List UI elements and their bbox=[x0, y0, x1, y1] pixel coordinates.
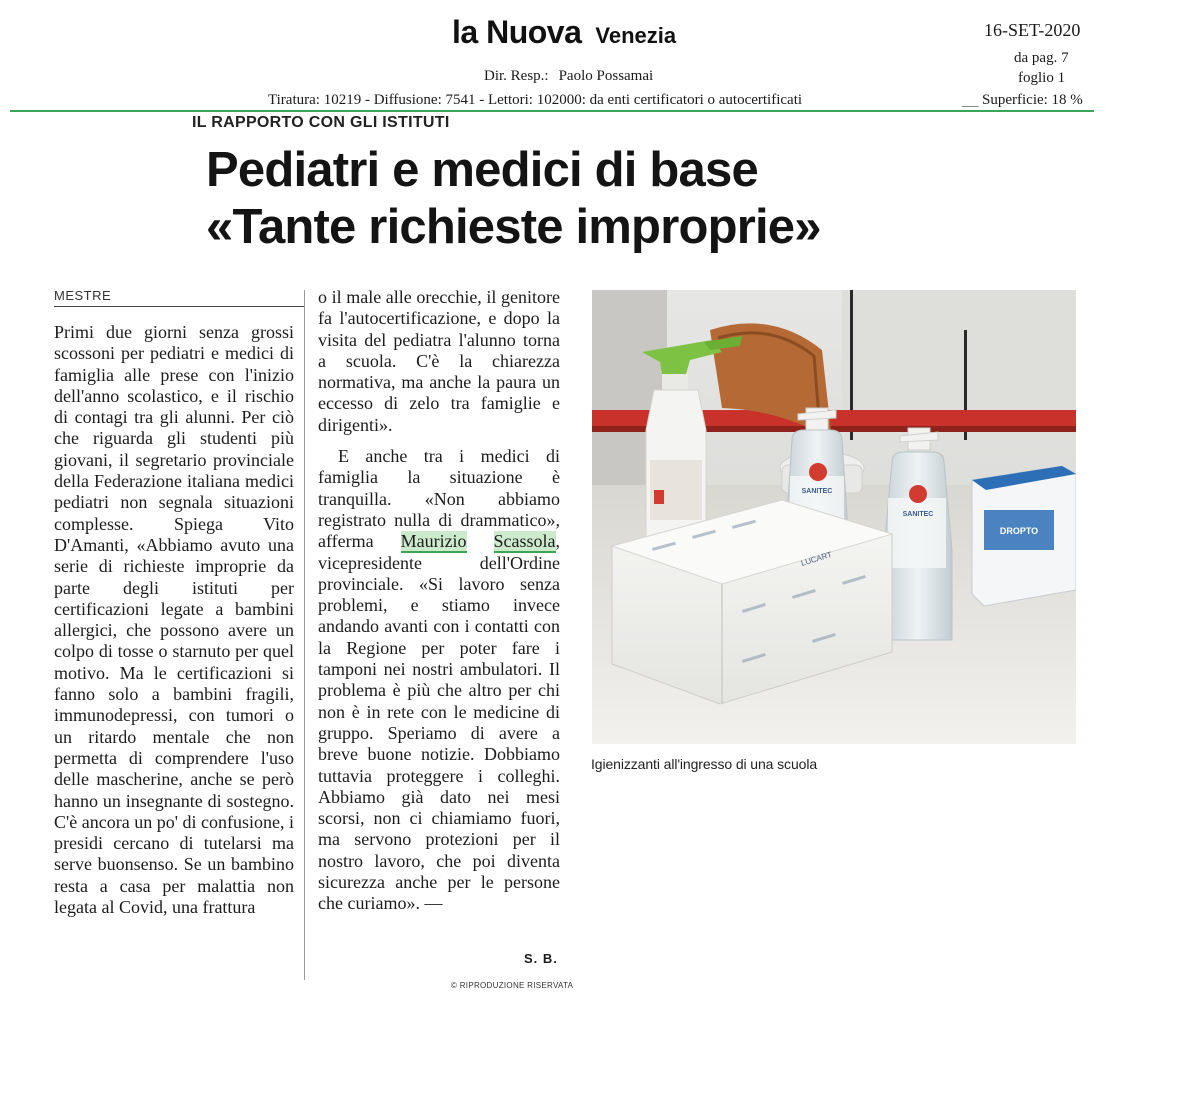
article-dateline: MESTRE bbox=[54, 288, 112, 303]
author-initials: S. B. bbox=[524, 951, 558, 966]
masthead bbox=[452, 14, 676, 51]
copyright-notice: © RIPRODUZIONE RISERVATA bbox=[451, 981, 574, 990]
tick-mark: ___ bbox=[962, 96, 979, 108]
column-1-paragraph: Primi due giorni senza grossi scossoni per pediatri e medici di famiglia alle prese con l'inizio dell'anno scolastico, e il rischio di contagi tra gli alunni. Per ciò che riguarda gli studenti più giovani, il segretario provinciale della Federazione italiana medici pediatri non segnala situazioni complesse. Spiega Vito D'Amanti, «Abbiamo avuto una serie di richieste improprie da parte degli istituti per certificazioni legate a bambini allergici, che possono avere un colpo di tosse o starnuto per quel motivo. Ma le certificazioni si fanno solo a bambini fragili, immunodepressi, con tumori o un ritardo mentale che non permetta di comprendere l'uso delle mascherine, anche se però hanno un insegnante di sostegno. C'è ancora un po' di confusione, i presidi cercano di tutelarsi ma serve buonsenso. Se un bambino resta a casa per malattia non legata al Covid, una frattura bbox=[54, 322, 294, 918]
article-column-2 bbox=[318, 287, 560, 915]
box-label: DROPTO bbox=[999, 526, 1039, 536]
director-label: Dir. Resp.: bbox=[484, 68, 549, 84]
article-column-1 bbox=[54, 322, 294, 918]
headline-line-2: «Tante richieste improprie» bbox=[206, 200, 821, 254]
quote-intro-text: E anche tra i medici di famiglia la situazione è tranquilla. «Non abbiamo registrato nulla di drammatico», afferma bbox=[318, 446, 560, 552]
director-name: Paolo Possamai bbox=[558, 68, 654, 84]
paper-towel-label: LUCART bbox=[799, 549, 834, 568]
column-2-paragraph-1: o il male alle orecchie, il genitore fa l'autocertificazione, e dopo la visita del pediatra l'alunno torna a scuola. C'è la chiarezza normativa, ma anche la paura un eccesso di zelo tra famiglie e dirigenti». bbox=[318, 287, 560, 435]
bottle-2-label: SANITEC bbox=[902, 511, 934, 518]
bottle-1-label: SANITEC bbox=[801, 488, 833, 495]
article-kicker: IL RAPPORTO CON GLI ISTITUTI bbox=[192, 114, 450, 131]
quote-body-text: , vicepresidente dell'Ordine provinciale. «Si lavoro senza problemi, e stiamo invece andando avanti con i contatti con la Regione per poter fare i tamponi nei nostri ambulatori. Il problema è più che altro per chi non è in rete con le medicine di gruppo. Speriamo di avere a breve buone notizie. Dobbiamo tuttavia proteggere i colleghi. Abbiamo già dato nei mesi scorsi, non ci chiamiamo fuori, ma servono protezioni per il nostro lavoro, che poi diventa sicurezza anche per le persone che curiamo». — bbox=[318, 531, 560, 914]
page-reference: da pag. 7 bbox=[1014, 50, 1069, 66]
sanitizer-photo-illustration bbox=[592, 290, 1076, 744]
director-line bbox=[484, 68, 653, 85]
highlighted-last-name: Scassola bbox=[493, 531, 556, 552]
newspaper-edition: Venezia bbox=[595, 23, 677, 48]
circulation-stats: Tiratura: 10219 - Diffusione: 7541 - Lettori: 102000: da enti certificatori o autocertificati bbox=[268, 92, 803, 108]
article-photo bbox=[592, 290, 1076, 744]
photo-caption: Igienizzanti all'ingresso di una scuola bbox=[591, 756, 818, 772]
article-headline bbox=[206, 142, 821, 256]
highlighted-first-name: Maurizio bbox=[400, 531, 467, 552]
header-divider bbox=[10, 110, 1094, 112]
newspaper-name: la Nuova bbox=[452, 14, 582, 50]
headline-line-1: Pediatri e medici di base bbox=[206, 143, 758, 197]
issue-date: 16-SET-2020 bbox=[984, 20, 1081, 40]
sheet-number: foglio 1 bbox=[1018, 70, 1066, 86]
surface-percentage: Superficie: 18 % bbox=[982, 92, 1083, 108]
dateline-rule bbox=[54, 306, 304, 307]
column-2-paragraph-2 bbox=[318, 446, 560, 915]
column-separator bbox=[304, 290, 305, 980]
